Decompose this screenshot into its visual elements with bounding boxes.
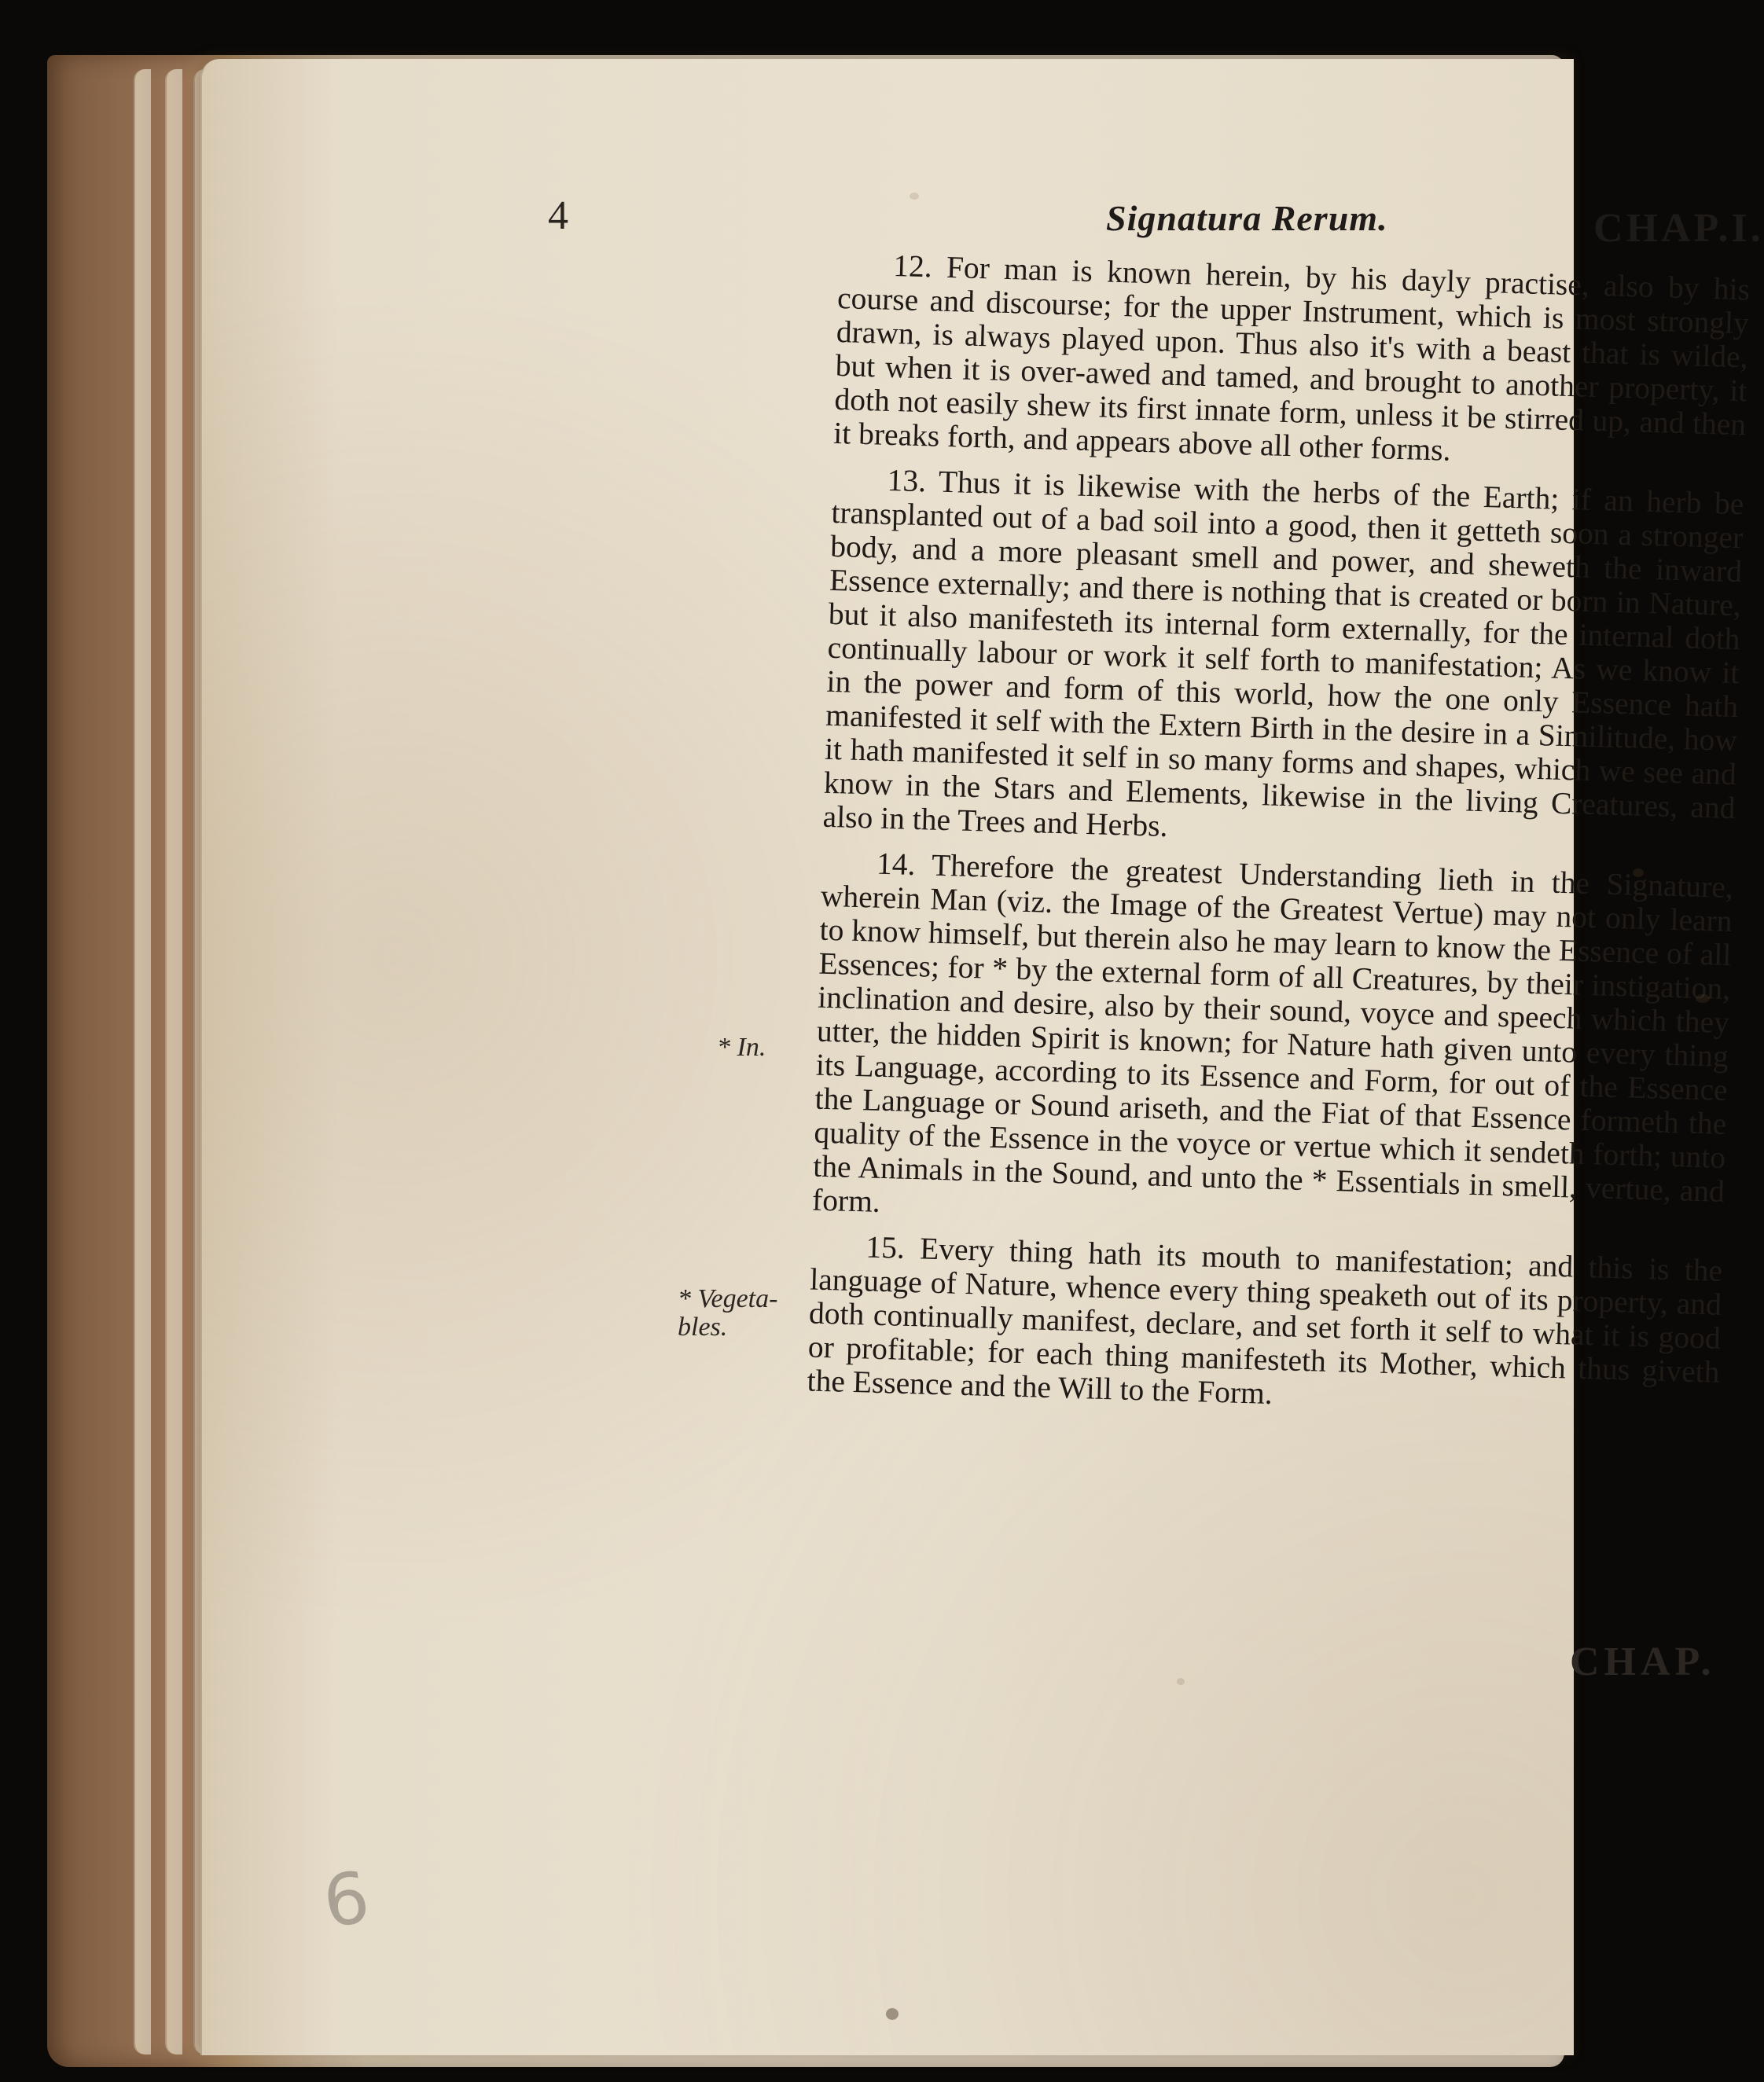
leaf-edge	[165, 69, 182, 2054]
stain	[886, 2008, 899, 2020]
catchword: CHAP.	[1570, 1640, 1716, 1684]
stain	[1633, 868, 1644, 877]
paragraph-13: 13. Thus it is likewise with the herbs of the Earth; if an herb be transplanted out of a bad soil into a good, then it getteth soon a stronger body, and a more pleasant smell and power, and sheweth the inward Essence externally; and there is nothing that is created or born in Nature, but it also manifesteth its internal form externally, for the internal doth continually labour or work it self forth to manifestation; As we know it in the power and form of this world, how the one only Essence hath manifested it self with the Extern Birth in the desire in a Similitude, how it hath manifested it self in so many forms and shapes, which we see and know in the Stars and Elements, likewise in the living Creatures, and also in the Trees and Herbs.	[822, 462, 1744, 843]
leaf-edge	[134, 69, 151, 2054]
running-title: Signatura Rerum.	[1106, 198, 1388, 238]
book-page	[200, 59, 1764, 2055]
pencil-mark: 6	[318, 1856, 375, 1944]
paragraph-14: 14. Therefore the greatest Understanding lieth in the Signature, wherein Man (viz. the Image of the Greatest Vertue) may not only learn to know himself, but therein also he may learn to know the Essence of all Essences; for * by the external form of all Creatures, by their instigation, inclination and desire, also by their sound, voyce and speech which they utter, the hidden Spirit is known; for Nature hath given unto every thing its Language, according to its Essence and Form, for out of the Essence the Language or Sound ariseth, and the Fiat of that Essence formeth the quality of the Essence in the voyce or vertue which it sendeth forth; unto the Animals in the Sound, and unto the * Essentials in smell, vertue, and form.	[811, 846, 1734, 1219]
margin-note-vegetables: * Vegeta-bles.	[678, 1284, 778, 1342]
paragraph-12: 12. For man is known herein, by his dayly practise, also by his course and discourse; for the upper Instrument, which is most strongly drawn, is always played upon. Thus also it's with a beast that is wilde, but when it is over-awed and tamed, and brought to another property, it doth not easily shew its first innate form, unless it be stirred up, and then it breaks forth, and appears above all other forms.	[832, 248, 1751, 468]
stain	[1177, 1678, 1185, 1685]
paragraph-15: 15. Every thing hath its mouth to manifestation; and this is the language of Nature, whence every thing speaketh out of its property, and doth continually manifest, declare, and set forth it self to what it is good or profitable; for each thing manifesteth its Mother, which thus giveth the Essence and the Will to the Form.	[807, 1229, 1723, 1411]
body-text	[807, 248, 1751, 1435]
page-number: 4	[548, 193, 568, 238]
margin-note-in: * In.	[717, 1033, 766, 1062]
stain	[1696, 994, 1710, 1003]
chapter-heading: CHAP.I.	[1593, 206, 1764, 251]
stain	[910, 193, 919, 200]
